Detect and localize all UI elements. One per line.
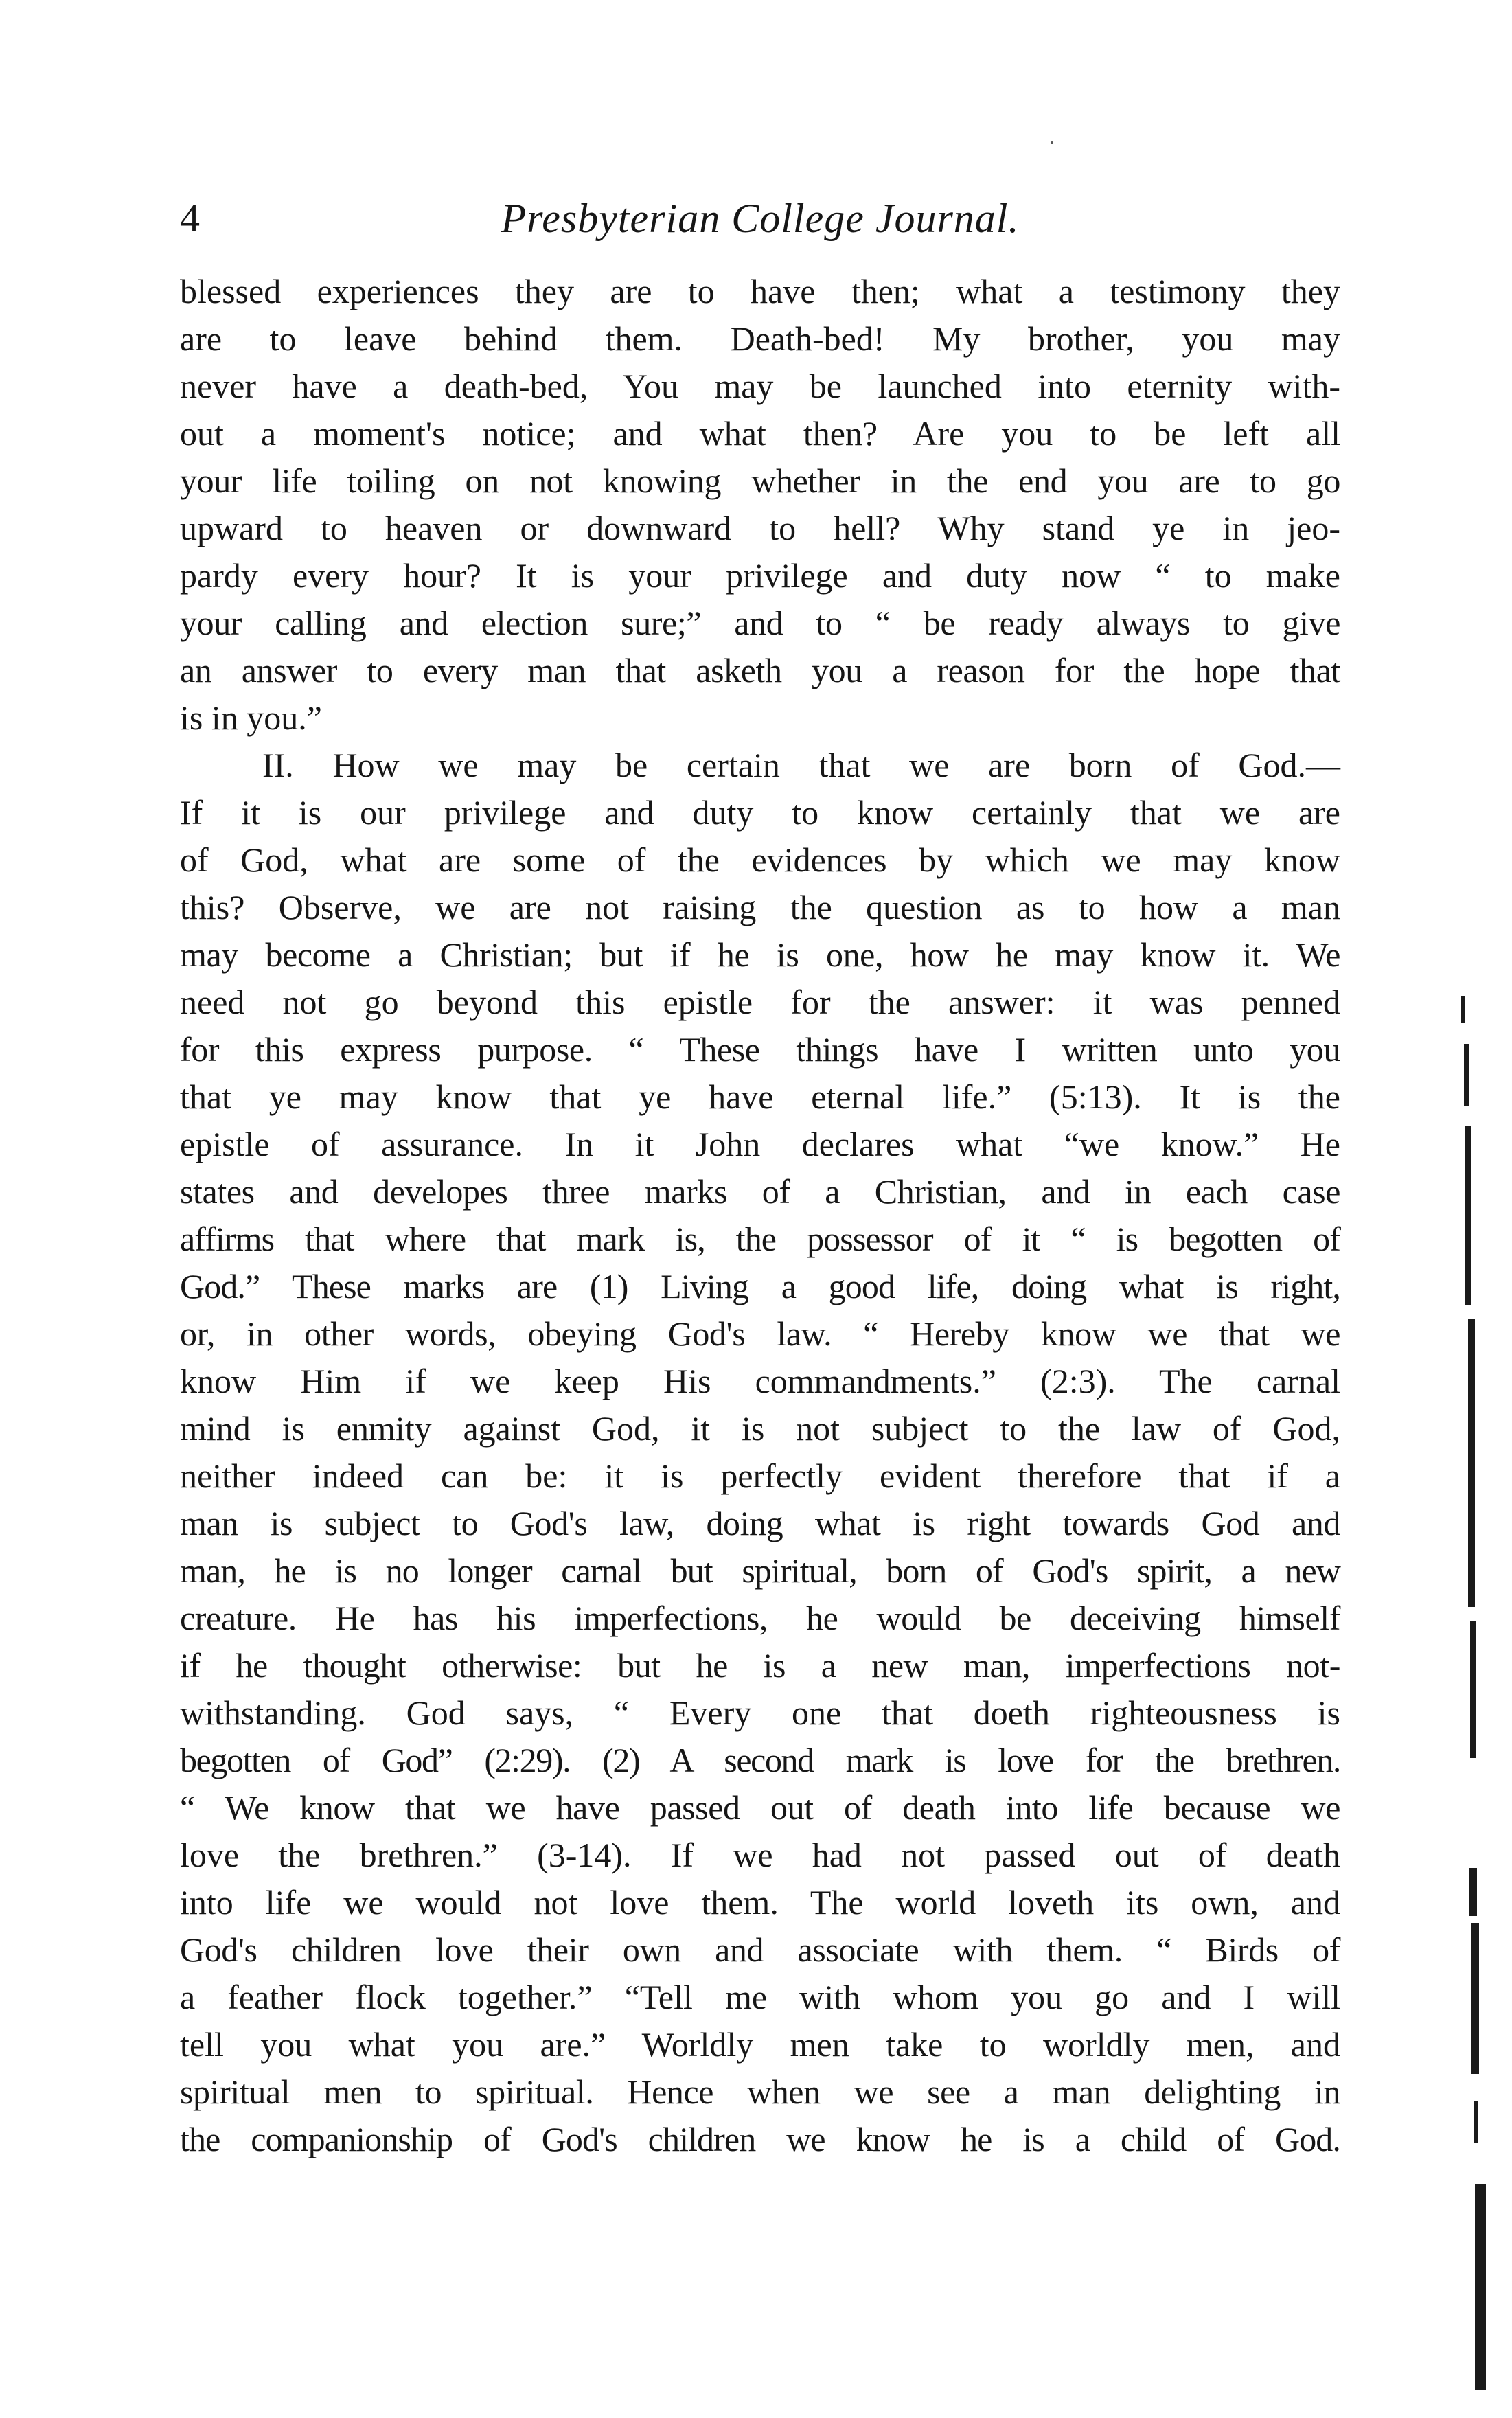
margin-scan-artifact — [1461, 996, 1465, 1023]
text-line: mind is enmity against God, it is not subject to the law of God, — [180, 1409, 1340, 1448]
text-line: your life toiling on not knowing whether in the end you are to go — [180, 461, 1340, 500]
page-number: 4 — [180, 196, 200, 240]
text-line: “ We know that we have passed out of death into life because we — [180, 1788, 1340, 1827]
text-line: this? Observe, we are not raising the question as to how a man — [180, 888, 1340, 926]
text-line: states and developes three marks of a Christian, and in each case — [180, 1172, 1340, 1211]
margin-scan-artifact — [1475, 2184, 1486, 2390]
text-line: affirms that where that mark is, the possessor of it “ is begotten of — [180, 1220, 1340, 1258]
text-line: man, he is no longer carnal but spiritual, born of God's spirit, a new — [180, 1551, 1340, 1590]
text-line: out a moment's notice; and what then? Are you to be left all — [180, 414, 1340, 453]
text-line: If it is our privilege and duty to know certainly that we are — [180, 793, 1340, 832]
margin-scan-artifact — [1468, 1319, 1475, 1607]
text-line: that ye may know that ye have eternal life.” (5:13). It is the — [180, 1077, 1340, 1116]
text-line: epistle of assurance. In it John declares what “we know.” He — [180, 1125, 1340, 1163]
text-line: neither indeed can be: it is perfectly evident therefore that if a — [180, 1457, 1340, 1495]
text-line: God.” These marks are (1) Living a good life, doing what is right, — [180, 1267, 1340, 1305]
text-line: may become a Christian; but if he is one, how he may know it. We — [180, 935, 1340, 974]
text-line: of God, what are some of the evidences by which we may know — [180, 841, 1340, 879]
text-line: an answer to every man that asketh you a reason for the hope that — [180, 651, 1340, 689]
running-head — [180, 191, 1340, 253]
text-line: tell you what you are.” Worldly men take to worldly men, and — [180, 2025, 1340, 2064]
text-line: man is subject to God's law, doing what is right towards God and — [180, 1504, 1340, 1542]
margin-scan-artifact — [1470, 1621, 1476, 1758]
margin-scan-artifact — [1469, 1868, 1477, 1916]
text-line: blessed experiences they are to have then; what a testimony they — [180, 272, 1340, 310]
text-line: God's children love their own and associate with them. “ Birds of — [180, 1930, 1340, 1969]
text-line: pardy every hour? It is your privilege and duty now “ to make — [180, 556, 1340, 595]
text-line: need not go beyond this epistle for the answer: it was penned — [180, 983, 1340, 1021]
text-line: if he thought otherwise: but he is a new man, imperfections not- — [180, 1646, 1340, 1685]
text-line: begotten of God” (2:29). (2) A second mark is love for the brethren. — [180, 1741, 1340, 1779]
section-heading-line: II. How we may be certain that we are born of God.— — [262, 746, 1340, 784]
margin-scan-artifact — [1465, 1126, 1471, 1305]
text-line: for this express purpose. “ These things have I written unto you — [180, 1030, 1340, 1069]
text-line: never have a death-bed, You may be launched into eternity with- — [180, 367, 1340, 405]
text-line: love the brethren.” (3-14). If we had not passed out of death — [180, 1836, 1340, 1874]
text-line: the companionship of God's children we know he is a child of God. — [180, 2120, 1340, 2158]
text-line: withstanding. God says, “ Every one that doeth righteousness is — [180, 1693, 1340, 1732]
text-line: a feather flock together.” “Tell me with whom you go and I will — [180, 1978, 1340, 2016]
text-line: your calling and election sure;” and to “ be ready always to give — [180, 604, 1340, 642]
journal-title: Presbyterian College Journal. — [501, 196, 1020, 241]
body-text — [180, 268, 1340, 2163]
margin-scan-artifact — [1474, 2101, 1478, 2143]
text-line: know Him if we keep His commandments.” (2:3). The carnal — [180, 1362, 1340, 1400]
text-line: into life we would not love them. The world loveth its own, and — [180, 1883, 1340, 1921]
margin-scan-artifact — [1471, 1923, 1479, 2074]
speck — [1051, 141, 1053, 144]
text-line: is in you.” — [180, 698, 322, 737]
text-line: or, in other words, obeying God's law. “ Hereby know we that we — [180, 1314, 1340, 1353]
text-line: upward to heaven or downward to hell? Why stand ye in jeo- — [180, 509, 1340, 547]
margin-scan-artifact — [1464, 1044, 1469, 1106]
text-line: are to leave behind them. Death-bed! My brother, you may — [180, 319, 1340, 358]
text-line: spiritual men to spiritual. Hence when we see a man delighting in — [180, 2073, 1340, 2111]
text-line: creature. He has his imperfections, he would be deceiving himself — [180, 1599, 1340, 1637]
